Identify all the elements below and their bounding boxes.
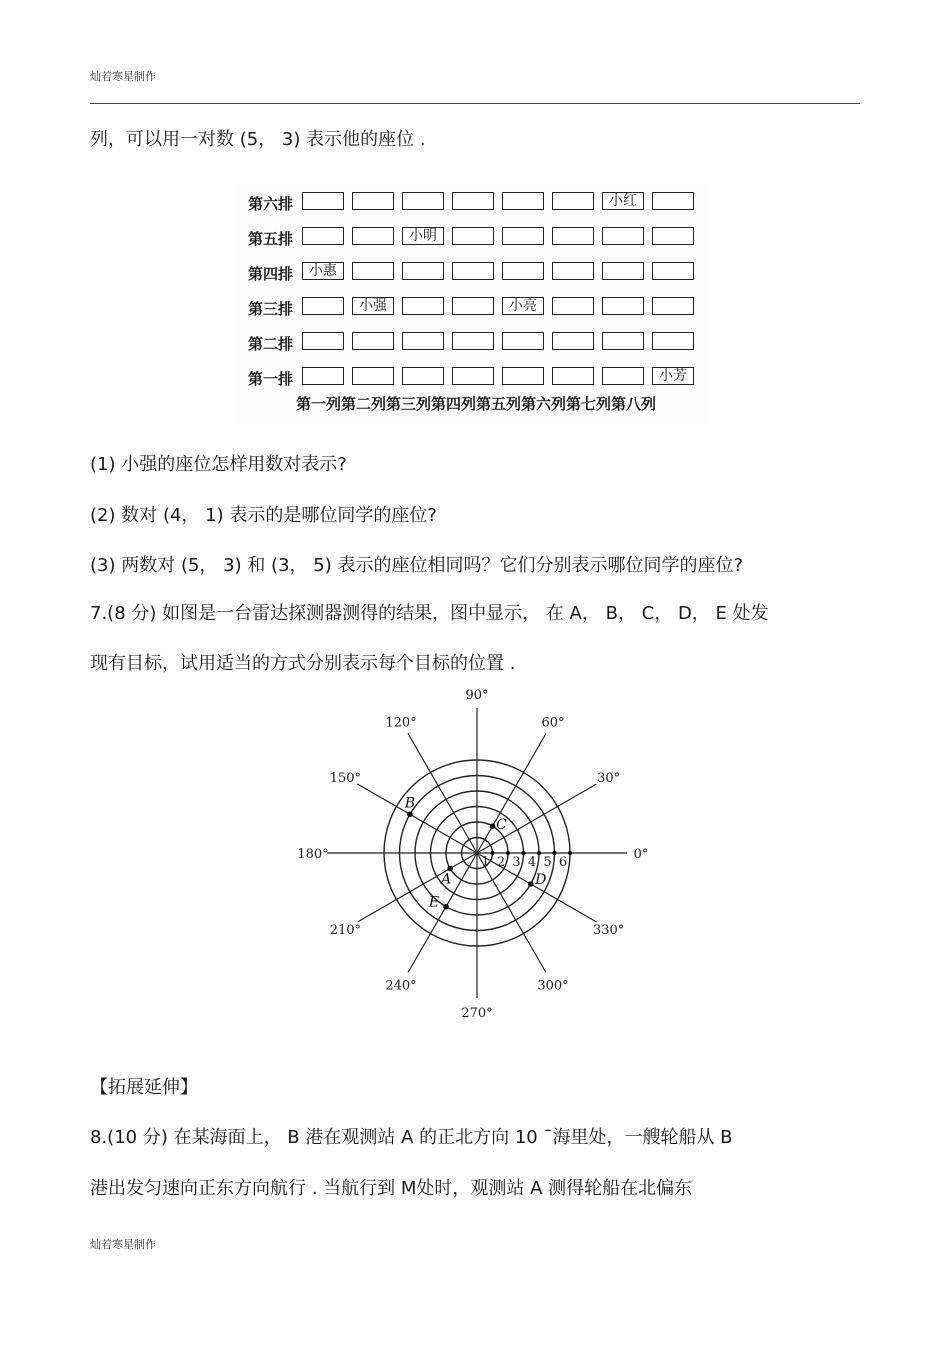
seat-empty bbox=[552, 262, 594, 280]
seat-empty bbox=[552, 332, 594, 350]
radar-polar-diagram bbox=[297, 688, 650, 1021]
angle-label-0: 0° bbox=[633, 847, 649, 862]
seat-empty bbox=[352, 332, 394, 350]
seat-empty bbox=[502, 332, 544, 350]
problem-8-line-1: 8.(10 分) 在某海面上， B 港在观测站 A 的正北方向 10 ¯海里处，一艘轮船从 B bbox=[90, 1127, 733, 1148]
problem-8-line-2: 港出发匀速向正东方向航行 . 当航行到 M处时，观测站 A 测得轮船在北偏东 bbox=[90, 1178, 693, 1199]
target-point-B bbox=[407, 811, 413, 817]
row-label-5: 第二排 bbox=[248, 335, 294, 353]
target-label-A: A bbox=[441, 871, 452, 888]
seat-empty bbox=[502, 367, 544, 385]
footer-watermark: 灿若寒星制作 bbox=[90, 1238, 156, 1251]
target-label-D: D bbox=[535, 872, 547, 888]
target-point-E bbox=[443, 904, 449, 910]
seat-小红: 小红 bbox=[602, 192, 644, 210]
ring-tick-dot-1 bbox=[490, 851, 494, 855]
ring-number-6: 6 bbox=[558, 855, 568, 870]
ring-number-5: 5 bbox=[543, 855, 552, 870]
problem-7-line-2: 现有目标，试用适当的方式分别表示每个目标的位置 . bbox=[90, 653, 516, 674]
angle-label-240: 240° bbox=[385, 978, 417, 994]
angle-label-60: 60° bbox=[541, 715, 565, 731]
angle-label-330: 330° bbox=[592, 923, 625, 938]
ring-tick-dot-4 bbox=[537, 851, 541, 855]
ring-tick-dot-2 bbox=[506, 851, 510, 855]
seat-empty bbox=[352, 262, 394, 280]
ring-tick-dot-6 bbox=[568, 851, 572, 855]
row-label-4: 第三排 bbox=[248, 300, 294, 318]
header-rule bbox=[90, 103, 860, 104]
target-point-C bbox=[490, 823, 496, 829]
row-label-2: 第五排 bbox=[248, 230, 294, 248]
seat-empty bbox=[602, 262, 644, 280]
seat-empty bbox=[302, 367, 344, 385]
seat-empty bbox=[452, 297, 494, 315]
seat-empty bbox=[652, 227, 694, 245]
question-1: (1) 小强的座位怎样用数对表示? bbox=[90, 454, 347, 475]
question-3: (3) 两数对 (5， 3) 和 (3， 5) 表示的座位相同吗？它们分别表示哪位同学的座位? bbox=[90, 555, 743, 576]
seat-empty bbox=[652, 332, 694, 350]
seat-empty bbox=[652, 262, 694, 280]
seat-empty bbox=[502, 192, 544, 210]
ring-tick-dot-5 bbox=[552, 851, 556, 855]
angle-label-180: 180° bbox=[297, 847, 329, 862]
row-label-3: 第四排 bbox=[248, 265, 294, 283]
seat-empty bbox=[602, 297, 644, 315]
target-point-D bbox=[528, 881, 534, 887]
seat-empty bbox=[602, 227, 644, 245]
seat-empty bbox=[402, 332, 444, 350]
seat-empty bbox=[552, 192, 594, 210]
seat-empty bbox=[402, 192, 444, 210]
angle-label-300: 300° bbox=[537, 978, 569, 994]
target-label-C: C bbox=[496, 817, 507, 834]
seat-empty bbox=[602, 367, 644, 385]
seat-小芳: 小芳 bbox=[652, 367, 694, 385]
seat-empty bbox=[302, 332, 344, 350]
angle-label-210: 210° bbox=[329, 923, 362, 938]
seat-empty bbox=[302, 192, 344, 210]
seat-empty bbox=[552, 367, 594, 385]
seat-empty bbox=[652, 192, 694, 210]
ring-number-4: 4 bbox=[527, 855, 537, 870]
seat-empty bbox=[452, 367, 494, 385]
seat-empty bbox=[452, 192, 494, 210]
section-extension: 【拓展延伸】 bbox=[90, 1077, 198, 1098]
angle-label-120: 120° bbox=[385, 715, 417, 731]
seat-empty bbox=[652, 297, 694, 315]
seat-empty bbox=[602, 332, 644, 350]
seat-empty bbox=[452, 332, 494, 350]
ring-number-3: 3 bbox=[512, 855, 521, 870]
header-watermark: 灿若寒星制作 bbox=[90, 70, 156, 83]
angle-label-90: 90° bbox=[465, 688, 489, 703]
seat-empty bbox=[352, 192, 394, 210]
seat-empty bbox=[552, 227, 594, 245]
ring-number-1: 1 bbox=[481, 855, 490, 870]
seat-empty bbox=[302, 227, 344, 245]
row-label-6: 第一排 bbox=[248, 370, 294, 388]
seat-empty bbox=[402, 297, 444, 315]
target-label-B: B bbox=[404, 795, 416, 812]
target-label-E: E bbox=[428, 894, 440, 911]
seat-empty bbox=[402, 367, 444, 385]
seat-小强: 小强 bbox=[352, 297, 394, 315]
seat-empty bbox=[452, 227, 494, 245]
column-labels: 第一列第二列第三列第四列第五列第六列第七列第八列 bbox=[296, 395, 657, 413]
seat-empty bbox=[302, 297, 344, 315]
seat-empty bbox=[502, 227, 544, 245]
angle-label-150: 150° bbox=[329, 771, 362, 786]
seat-小明: 小明 bbox=[402, 227, 444, 245]
text-line-continuation: 列，可以用一对数 (5， 3) 表示他的座位 . bbox=[90, 129, 426, 150]
angle-label-30: 30° bbox=[597, 771, 621, 786]
question-2: (2) 数对 (4， 1) 表示的是哪位同学的座位? bbox=[90, 505, 437, 526]
seat-empty bbox=[352, 227, 394, 245]
target-point-A bbox=[447, 866, 453, 872]
row-label-1: 第六排 bbox=[248, 195, 294, 213]
seat-empty bbox=[552, 297, 594, 315]
seat-empty bbox=[402, 262, 444, 280]
seat-小亮: 小亮 bbox=[502, 297, 544, 315]
ring-number-2: 2 bbox=[496, 855, 506, 870]
angle-label-270: 270° bbox=[461, 1006, 493, 1021]
problem-7-line-1: 7.(8 分) 如图是一台雷达探测器测得的结果，图中显示， 在 A， B， C， D， E 处发 bbox=[90, 603, 769, 624]
seat-小惠: 小惠 bbox=[302, 262, 344, 280]
seat-empty bbox=[452, 262, 494, 280]
seating-chart-figure bbox=[238, 185, 708, 425]
seat-empty bbox=[352, 367, 394, 385]
ring-tick-dot-3 bbox=[521, 851, 525, 855]
seat-empty bbox=[502, 262, 544, 280]
